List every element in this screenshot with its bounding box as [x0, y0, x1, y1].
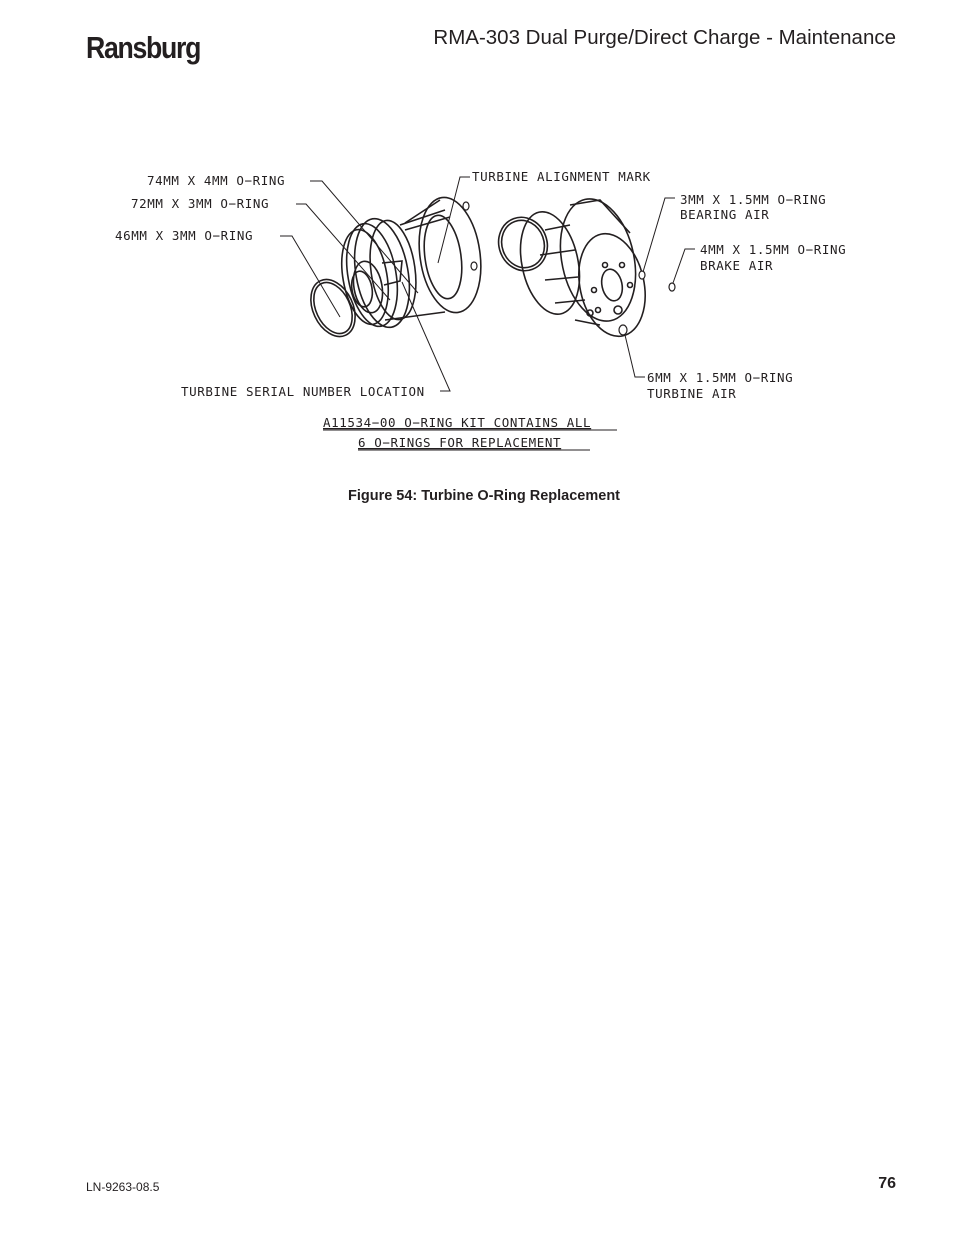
label-bearing-air: BEARING AIR — [680, 207, 770, 222]
label-serial-number-location: TURBINE SERIAL NUMBER LOCATION — [181, 384, 425, 399]
label-turbine-air-oring: 6MM X 1.5MM O−RING — [647, 370, 794, 385]
right-turbine-assembly — [491, 192, 675, 343]
label-brake-air-oring: 4MM X 1.5MM O−RING — [700, 242, 847, 257]
figure-caption: Figure 54: Turbine O-Ring Replacement — [347, 488, 621, 504]
brand-logo: Ransburg — [86, 30, 201, 65]
page-number: 76 — [878, 1175, 896, 1192]
callout-labels — [115, 169, 846, 450]
page-title: RMA-303 Dual Purge/Direct Charge - Maintenance — [433, 26, 896, 49]
label-72mm-oring: 72MM X 3MM O−RING — [131, 196, 270, 211]
label-kit-line1: A11534−00 O−RING KIT CONTAINS ALL — [323, 415, 592, 430]
label-bearing-air-oring: 3MM X 1.5MM O−RING — [680, 192, 827, 207]
label-kit-line2: 6 O−RINGS FOR REPLACEMENT — [358, 435, 562, 450]
turbine-oring-diagram — [100, 155, 880, 465]
turbine-diagram-svg — [100, 155, 880, 465]
left-turbine-assembly — [302, 193, 488, 343]
document-number: LN-9263-08.5 — [86, 1180, 160, 1194]
label-alignment-mark: TURBINE ALIGNMENT MARK — [472, 169, 651, 184]
label-brake-air: BRAKE AIR — [700, 258, 774, 273]
label-74mm-oring: 74MM X 4MM O−RING — [147, 173, 286, 188]
label-46mm-oring: 46MM X 3MM O−RING — [115, 228, 254, 243]
label-turbine-air: TURBINE AIR — [647, 386, 737, 401]
